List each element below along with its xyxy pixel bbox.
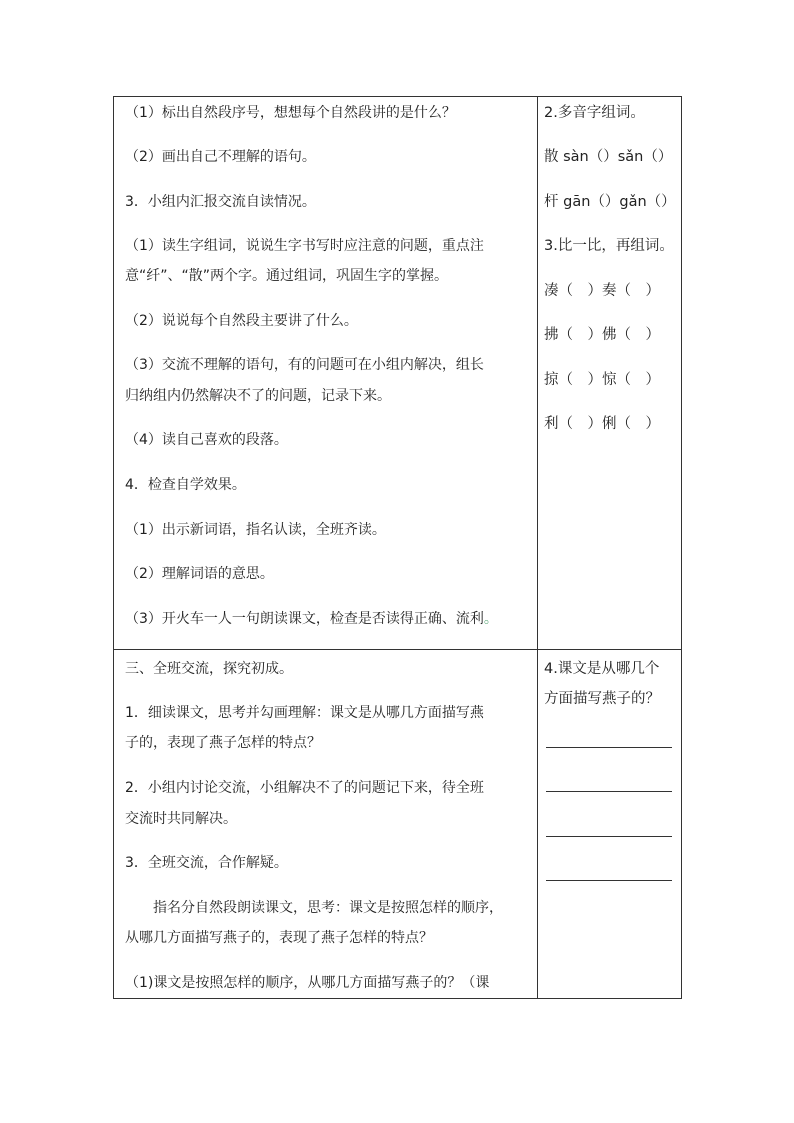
text-line: （1)课文是按照怎样的顺序，从哪几方面描写燕子的？（课 [125, 975, 490, 991]
text-line: 从哪几方面描写燕子的，表现了燕子怎样的特点？ [125, 930, 433, 946]
text-line: （4）读自己喜欢的段落。 [125, 432, 288, 448]
text-line: 指名分自然段朗读课文，思考：课文是按照怎样的顺序， [125, 900, 503, 916]
text-line: 子的，表现了燕子怎样的特点？ [125, 735, 321, 751]
text-line: 意“纤”、“散”两个字。通过组词，巩固生字的掌握。 [125, 268, 449, 284]
text-line: 1．细读课文，思考并勾画理解：课文是从哪几方面描写燕 [125, 705, 484, 721]
text-line: 4．检查自学效果。 [125, 477, 246, 493]
trailing-mark: 。 [483, 611, 498, 627]
question-cell [538, 650, 682, 999]
exercise-line: 拂（ ）佛（ ） [544, 327, 660, 343]
text-line: （2）画出自己不理解的语句。 [125, 149, 316, 165]
exercise-line: 凑（ ）奏（ ） [544, 283, 660, 299]
text-line: 3．全班交流，合作解疑。 [125, 855, 288, 871]
answer-line[interactable] [546, 836, 672, 837]
text-line: 归纳组内仍然解决不了的问题，记录下来。 [125, 388, 391, 404]
table-row [114, 650, 682, 999]
exercise-line: 散 sàn（）sǎn（） [544, 149, 673, 165]
answer-line[interactable] [546, 880, 672, 881]
text-line: （1）标出自然段序号，想想每个自然段讲的是什么？ [125, 105, 456, 121]
exercise-line: 2.多音字组词。 [544, 105, 645, 121]
exercise-line: 3.比一比，再组词。 [544, 238, 674, 254]
text-line-body: （3）开火车一人一句朗读课文，检查是否读得正确、流利 [125, 611, 484, 627]
text-line: （2）理解词语的意思。 [125, 566, 274, 582]
question-line: 4.课文是从哪几个 [544, 661, 660, 677]
exercise-line: 掠（ ）惊（ ） [544, 372, 660, 388]
exercise-line: 利（ ）俐（ ） [544, 416, 660, 432]
exercise-cell [538, 97, 682, 650]
text-line: （1）读生字组词，说说生字书写时应注意的问题，重点注 [125, 238, 484, 254]
text-line [125, 610, 498, 628]
lesson-table [113, 96, 682, 999]
text-line: 2．小组内讨论交流，小组解决不了的问题记下来，待全班 [125, 780, 484, 796]
text-line: （3）交流不理解的语句，有的问题可在小组内解决，组长 [125, 357, 484, 373]
activity-cell [114, 650, 538, 999]
answer-line[interactable] [546, 747, 672, 748]
answer-line[interactable] [546, 791, 672, 792]
text-line: 3．小组内汇报交流自读情况。 [125, 194, 316, 210]
activity-cell [114, 97, 538, 650]
question-line: 方面描写燕子的？ [544, 691, 660, 707]
exercise-line: 杆 gān（）gǎn（） [544, 194, 676, 210]
table-row [114, 97, 682, 650]
text-line: 三、全班交流，探究初成。 [125, 661, 293, 677]
text-line: 交流时共同解决。 [125, 811, 237, 827]
text-line: （2）说说每个自然段主要讲了什么。 [125, 313, 358, 329]
text-line: （1）出示新词语，指名认读，全班齐读。 [125, 522, 386, 538]
